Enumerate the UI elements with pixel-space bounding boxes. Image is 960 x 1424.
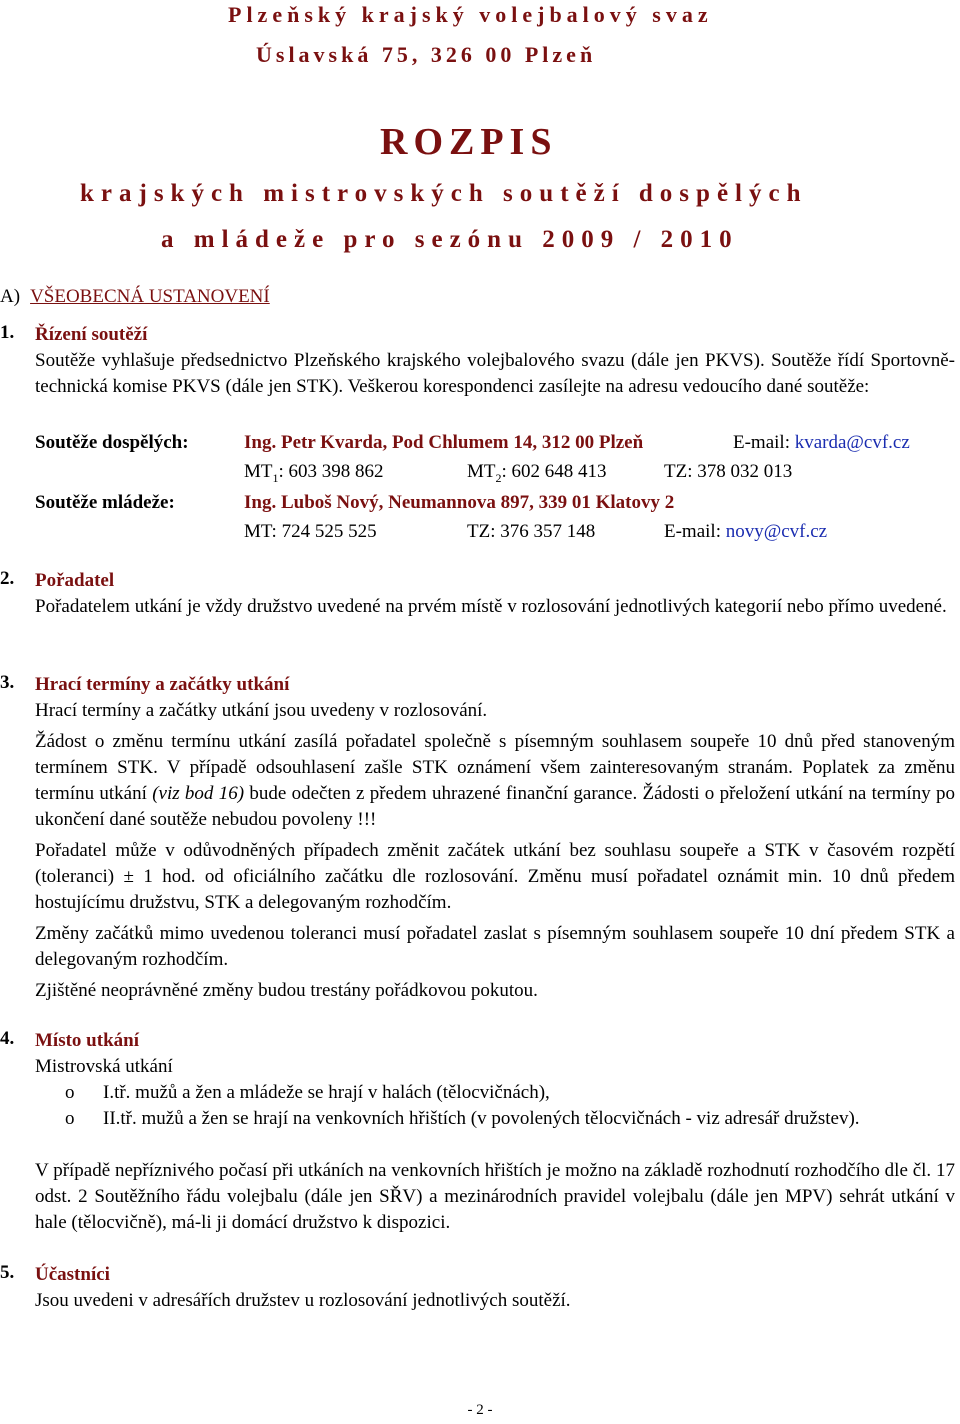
- section-1-paragraph: Soutěže vyhlašuje předsednictvo Plzeňského krajského volejbalového svazu (dále jen PKVS). Soutěže řídí Sportovně-technická komise PKVS (dále jen STK). Veškerou korespondenci zasílejte na adresu vedoucího dané soutěže:: [35, 350, 955, 397]
- adult-mt1-label: MT: [244, 461, 273, 482]
- section-3-p2-text-b: bude odečten z předem uhrazené finanční garance. Žádosti o přeložení utkání na termíny po ukončení dané soutěže nebudou povoleny !!!: [35, 783, 956, 830]
- section-5-paragraph: Jsou uvedeni v adresářích družstev u rozlosování jednotlivých soutěží.: [35, 1290, 571, 1311]
- adult-tz: TZ: 378 032 013: [664, 461, 793, 482]
- adult-mt2-label: MT: [467, 461, 496, 482]
- page-number: - 2 -: [467, 1402, 493, 1418]
- section-4-title: Místo utkání: [35, 1030, 139, 1051]
- section-3-p3: Pořadatel může v odůvodněných případech změnit začátek utkání bez souhlasu soupeře a STK v časovém rozpětí (toleranci) ± 1 hod. od oficiálního začátku dle rozlosování. Změnu musí pořadatel oznámit min. 10 dnů předem hostujícímu družstvu, STK a delegovaným rozhodčím.: [35, 840, 955, 913]
- section-a-title: VŠEOBECNÁ USTANOVENÍ: [30, 286, 270, 307]
- document-subtitle-1: krajských mistrovských soutěží dospělých: [80, 180, 808, 207]
- adult-mt1-sub: 1: [272, 470, 279, 485]
- youth-email-label: E-mail:: [664, 521, 721, 542]
- youth-tz: TZ: 376 357 148: [467, 521, 596, 542]
- list-bullet: o: [65, 1108, 75, 1129]
- youth-mt: MT: 724 525 525: [244, 521, 377, 542]
- youth-email-link[interactable]: novy@cvf.cz: [725, 521, 828, 542]
- adult-email-label: E-mail:: [733, 432, 790, 453]
- youth-contact-name: Ing. Luboš Nový, Neumannova 897, 339 01 Klatovy 2: [244, 492, 675, 513]
- section-3-p4: Změny začátků mimo uvedenou toleranci musí pořadatel zaslat s písemným souhlasem soupeře 10 dní předem STK a delegovaným rozhodčím.: [35, 923, 955, 970]
- section-4-paragraph: V případě nepříznivého počasí při utkáních na venkovních hřištích je možno na základě rozhodnutí rozhodčího dle čl. 17 odst. 2 Soutěžního řádu volejbalu (dále jen SŘV) a mezinárodních pravidel volejbalu (dále jen MPV) sehrát utkání v hale (tělocvičně), má-li ji domácí družstvo k dispozici.: [35, 1160, 955, 1233]
- adult-contact-label: Soutěže dospělých:: [35, 432, 189, 453]
- youth-contact-label: Soutěže mládeže:: [35, 492, 175, 513]
- section-3-title: Hrací termíny a začátky utkání: [35, 674, 290, 695]
- section-3: [35, 672, 955, 1004]
- section-3-p1: Hrací termíny a začátky utkání jsou uvedeny v rozlosování.: [35, 700, 488, 721]
- list-bullet: o: [65, 1082, 75, 1103]
- section-3-p5: Zjištěné neoprávněné změny budou trestány pořádkovou pokutou.: [35, 980, 538, 1001]
- section-1: [35, 322, 955, 400]
- section-3-p2-reference: (viz bod 16): [152, 783, 245, 804]
- section-4-number: 4.: [0, 1028, 15, 1049]
- adult-mt1-value: : 603 398 862: [278, 461, 384, 482]
- list-item-text: I.tř. mužů a žen a mládeže se hrají v halách (tělocvičnách),: [103, 1082, 550, 1103]
- section-1-number: 1.: [0, 322, 15, 343]
- section-a-label: A): [0, 286, 21, 307]
- adult-email-row: [733, 428, 910, 457]
- adult-mt2-value: : 602 648 413: [501, 461, 607, 482]
- adult-mt2-sub: 2: [495, 470, 502, 485]
- header-organization: Plzeňský krajský volejbalový svaz: [228, 2, 713, 27]
- header-address: Úslavská 75, 326 00 Plzeň: [256, 42, 597, 67]
- section-3-p2: [35, 729, 955, 833]
- adult-email-link[interactable]: kvarda@cvf.cz: [794, 432, 910, 453]
- section-2-paragraph: Pořadatelem utkání je vždy družstvo uvedené na prvém místě v rozlosování jednotlivých kategorií nebo přímo uvedené.: [35, 596, 947, 617]
- list-item-text: II.tř. mužů a žen se hrají na venkovních hřištích (v povolených tělocvičnách - viz adresář družstev).: [103, 1108, 860, 1129]
- section-5: [35, 1262, 955, 1314]
- contact-table: [35, 428, 955, 548]
- section-a-heading: [0, 286, 270, 308]
- section-3-number: 3.: [0, 672, 15, 693]
- document-title: ROZPIS: [380, 121, 558, 163]
- section-2-title: Pořadatel: [35, 570, 115, 591]
- document-subtitle-2: a mládeže pro sezónu 2009 / 2010: [161, 226, 739, 253]
- section-2-number: 2.: [0, 568, 15, 589]
- section-4-head: [35, 1028, 955, 1080]
- section-1-title: Řízení soutěží: [35, 324, 148, 345]
- section-3-p2-text-a: Žádost o změnu termínu utkání zasílá pořadatel společně s písemným souhlasem soupeře 10 dnů před stanoveným termínem STK. V případě odsouhlasení zašle STK oznámení všem zainteresovaným stranám. Poplatek za změnu termínu utkání: [35, 731, 955, 804]
- section-2: [35, 568, 955, 620]
- adult-contact-name: Ing. Petr Kvarda, Pod Chlumem 14, 312 00 Plzeň: [244, 432, 644, 453]
- section-5-number: 5.: [0, 1262, 15, 1283]
- youth-email-row: [664, 517, 827, 546]
- section-5-title: Účastníci: [35, 1264, 110, 1285]
- section-4-intro: Mistrovská utkání: [35, 1056, 173, 1077]
